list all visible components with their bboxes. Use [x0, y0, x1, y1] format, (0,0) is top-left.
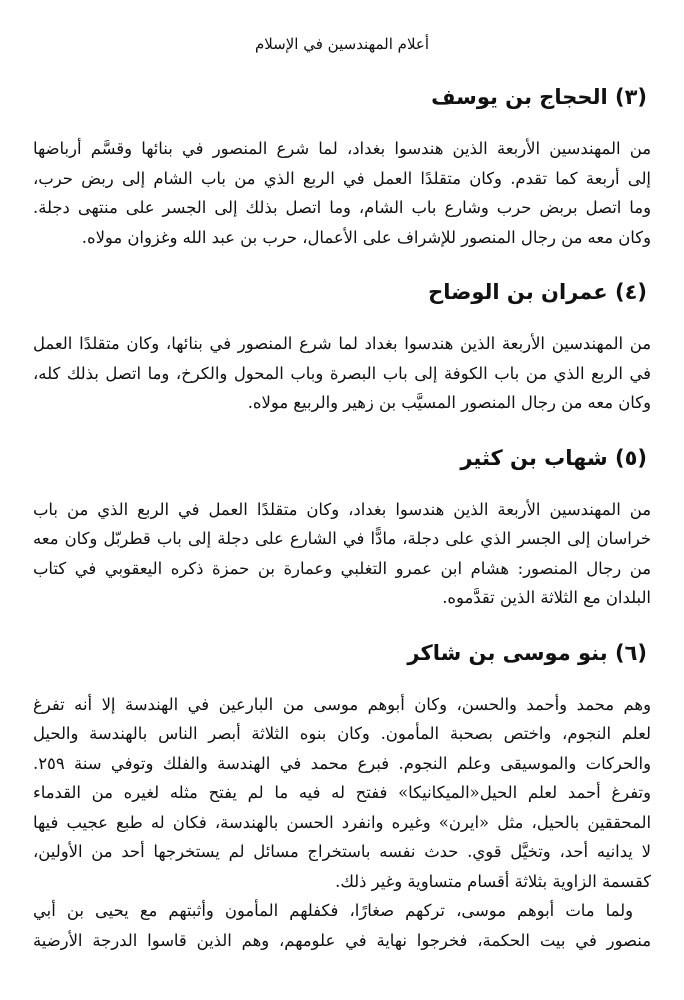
- text-line: ولما مات أبوهم موسى، تركهم صغارًا، فكفلهم المأمون وأثبتهم مع يحيى بن أبي: [33, 901, 633, 920]
- paragraph: [33, 690, 651, 956]
- section-title: (٥) شهاب بن كثير: [460, 445, 647, 470]
- section-banu-musa: [33, 638, 651, 956]
- text-line: إلى أربعة كما تقدم. وكان متقلدًا العمل في الربع الذي من باب الشام إلى ربض حرب،: [33, 168, 651, 188]
- text-line: وكان معه من رجال المنصور للإشراف على الأعمال، حرب بن عبد الله وغزوان مولاه.: [81, 227, 651, 247]
- text-line: في الربع الذي من باب الكوفة إلى باب البصرة وباب المحول والكرخ، وما اتصل بذلك كله،: [33, 363, 651, 383]
- text-line: البلدان مع الثلاثة الذين تقدَّموه.: [442, 588, 651, 607]
- text-line: وما اتصل بربض حرب وشارع باب الشام، وما اتصل بذلك إلى الجسر على منتهى دجلة.: [33, 198, 651, 217]
- section-hajjaj: [33, 82, 651, 252]
- text-line: خراسان إلى الجسر الذي على دجلة، مادًّا في الشارع على دجلة إلى باب قطربّل وكان معه: [33, 529, 651, 548]
- section-shihab: [33, 443, 651, 613]
- text-line: من رجال المنصور: هشام ابن عمرو التغلبي وعمارة بن حمزة ذكره اليعقوبي في كتاب: [33, 558, 651, 578]
- text-line: منصور في بيت الحكمة، فخرجوا نهاية في علومهم، وهم الذين قاسوا الدرجة الأرضية: [33, 930, 651, 950]
- section-title: (٤) عمران بن الوضاح: [428, 280, 647, 304]
- paragraph: [33, 134, 651, 252]
- text-line: لعلم النجوم، واختص بصحبة المأمون. وكان بنوه الثلاثة أبصر الناس بالهندسة والحيل: [33, 724, 651, 743]
- paragraph: [33, 329, 651, 418]
- text-line: من المهندسين الأربعة الذين هندسوا بغداد لما شرع المنصور في بنائها، وكان متقلدًا العمل: [33, 334, 651, 353]
- text-line: المحققين بالحيل، مثل «ايرن» وغيره وانفرد الحسن بالهندسة، فكان له طبع عجيب فيها: [33, 812, 651, 832]
- text-line: من المهندسين الأربعة الذين هندسوا بغداد، لما شرع المنصور في بنائها وقسَّم أرباضها: [33, 139, 651, 158]
- running-header: أعلام المهندسين في الإسلام: [254, 35, 430, 53]
- section-title: (٣) الحجاج بن يوسف: [431, 85, 647, 109]
- text-line: كقسمة الزاوية بثلاثة أقسام متساوية وغير ذلك.: [335, 871, 651, 891]
- text-line: من المهندسين الأربعة الذين هندسوا بغداد، وكان متقلدًا العمل في الربع الذي من باب: [33, 499, 651, 519]
- section-imran: [33, 277, 651, 418]
- paragraph: [33, 495, 651, 613]
- text-line: وكان معه من رجال المنصور المسيَّب بن زهير والربيع مولاه.: [247, 393, 651, 412]
- text-line: والحركات والموسيقى وعلم النجوم. فبرع محمد في الهندسة والفلك وتوفي سنة ٢٥٩.: [33, 753, 651, 773]
- text-line: وتفرغ أحمد لعلم الحيل«الميكانيكا» ففتح له فيه ما لم يفتح مثله لغيره من القدماء: [33, 783, 651, 802]
- text-line: لا يدانيه أحد، وتخيَّل قوي. حدث نفسه باستخراج مسائل لم يستخرجها أحد من الأولين،: [33, 842, 651, 861]
- section-title: (٦) بنو موسى بن شاكر: [407, 640, 647, 665]
- text-line: وهم محمد وأحمد والحسن، وكان أبوهم موسى من البارعين في الهندسة إلا أنه تفرغ: [33, 694, 651, 714]
